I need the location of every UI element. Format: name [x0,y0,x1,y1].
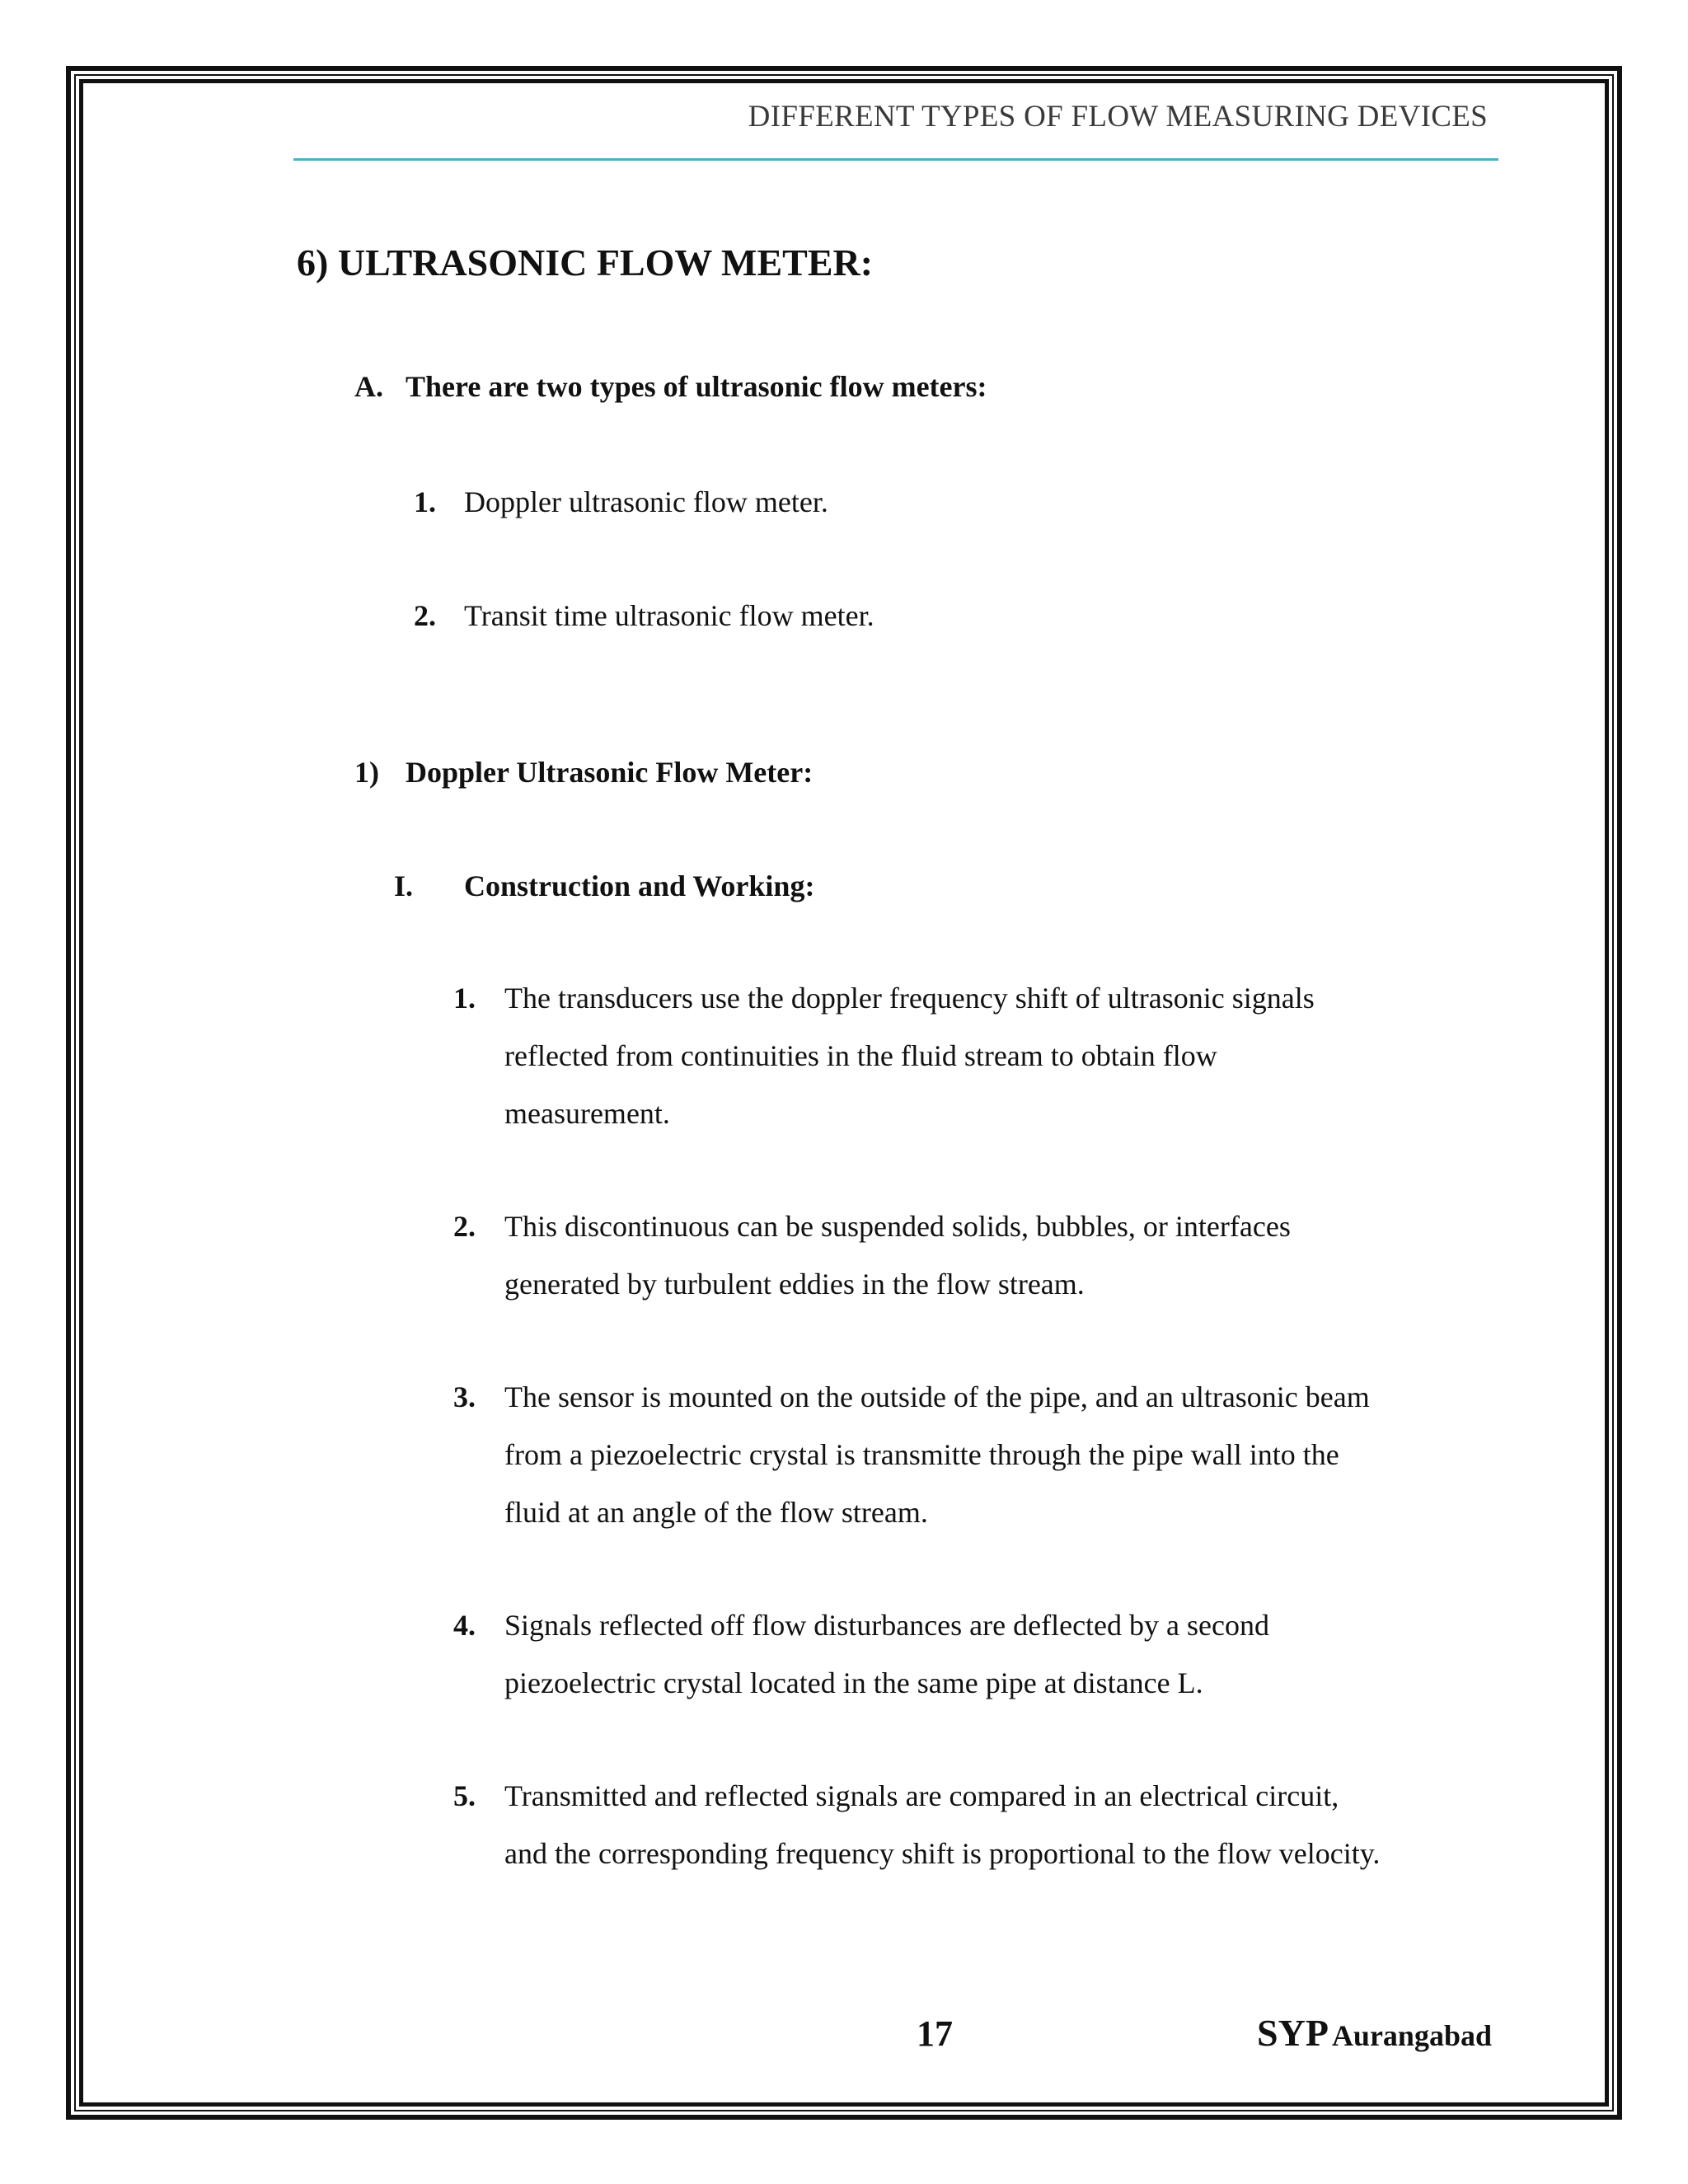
header-rule [293,158,1498,161]
point-5-number: 5. [453,1779,476,1812]
page-number: 17 [917,2013,953,2054]
point-5-line-2: and the corresponding frequency shift is proportional to the flow velocity. [504,1837,1381,1870]
point-5-paragraph [504,1767,1543,1882]
point-1-line-1: The transducers use the doppler frequency shift of ultrasonic signals [504,982,1315,1015]
point-4-paragraph [504,1596,1543,1712]
point-3-paragraph [504,1368,1543,1541]
point-2-number: 2. [453,1210,476,1243]
point-2-line-1: This discontinuous can be suspended solids, bubbles, or interfaces [504,1210,1291,1243]
doppler-marker: 1) [354,756,379,789]
type-1-text: Doppler ultrasonic flow meter. [464,485,828,518]
point-3-line-2: from a piezoelectric crystal is transmitte through the pipe wall into the [504,1438,1339,1471]
footer-org-abbrev: SYP [1257,2012,1329,2054]
construction-heading: Construction and Working: [464,869,815,902]
point-1-paragraph [504,969,1543,1142]
footer-organization [1257,2011,1492,2055]
point-3-line-3: fluid at an angle of the flow stream. [504,1496,928,1529]
point-5-line-1: Transmitted and reflected signals are compared in an electrical circuit, [504,1779,1339,1812]
construction-marker: I. [394,869,414,902]
types-intro-marker: A. [354,370,383,403]
point-3-line-1: The sensor is mounted on the outside of the pipe, and an ultrasonic beam [504,1380,1370,1413]
point-4-line-1: Signals reflected off flow disturbances are deflected by a second [504,1609,1269,1642]
point-2-line-2: generated by turbulent eddies in the flow stream. [504,1268,1085,1301]
point-1-number: 1. [453,982,476,1015]
running-header: DIFFERENT TYPES OF FLOW MEASURING DEVICES [748,100,1488,134]
section-title: 6) ULTRASONIC FLOW METER: [297,241,874,284]
point-2-paragraph [504,1197,1543,1313]
point-1-line-3: measurement. [504,1097,670,1130]
type-1-number: 1. [414,485,436,518]
point-1-line-2: reflected from continuities in the fluid stream to obtain flow [504,1039,1217,1072]
point-3-number: 3. [453,1380,476,1413]
type-2-number: 2. [414,599,436,632]
point-4-line-2: piezoelectric crystal located in the same pipe at distance L. [504,1666,1203,1699]
type-2-text: Transit time ultrasonic flow meter. [464,599,874,632]
point-4-number: 4. [453,1609,476,1642]
types-intro-text: There are two types of ultrasonic flow meters: [406,370,987,403]
footer-org-city: Aurangabad [1331,2019,1492,2052]
doppler-heading: Doppler Ultrasonic Flow Meter: [406,756,814,789]
